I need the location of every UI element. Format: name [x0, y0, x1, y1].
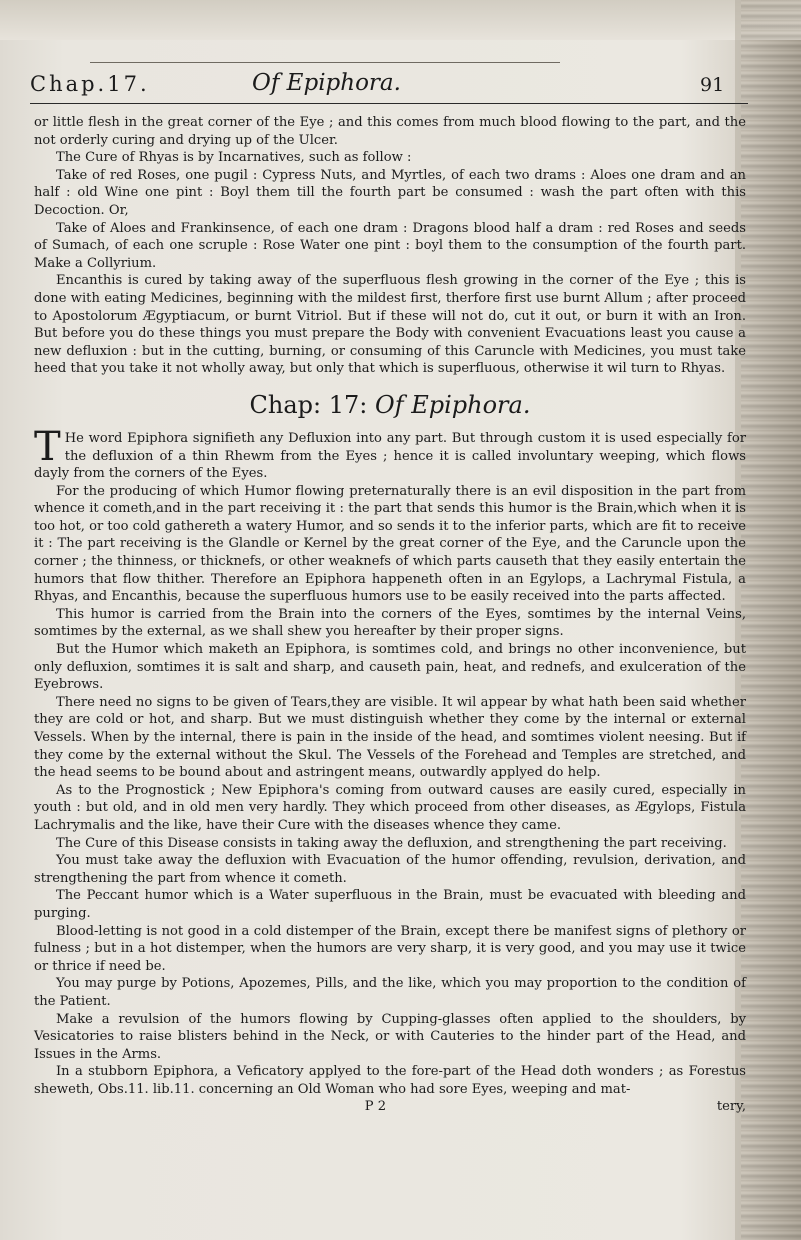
- paragraph: There need no signs to be given of Tears,they are visible. It wil appear by what hath been said whether they are cold or hot, and sharp. But we must distinguish whether they come by the internal or external Vessels. When by the internal, there is pain in the inside of the head, and somtimes violent neesing. But if they come by the external without the Skul. The Vessels of the Forehead and Temples are stretched, and the head seems to be bound about and astringent means, outwardly applyed do help.: [34, 694, 746, 781]
- header-title: Of Epiphora.: [252, 70, 401, 96]
- paragraph: The Peccant humor which is a Water superfluous in the Brain, must be evacuated with bleeding and purging.: [34, 888, 746, 921]
- paragraph: In a stubborn Epiphora, a Veficatory applyed to the fore-part of the Head doth wonders ; as Forestus sheweth, Obs.11. lib.11. concerning an Old Woman who had sore Eyes, weeping and mat-: [34, 1064, 746, 1097]
- paragraph: You must take away the defluxion with Evacuation of the humor offending, revulsion, derivation, and strengthening the part from whence it cometh.: [34, 853, 746, 886]
- paragraph: You may purge by Potions, Apozemes, Pills, and the like, which you may proportion to the condition of the Patient.: [34, 976, 746, 1009]
- top-rule: [90, 62, 560, 63]
- paragraph-text: He word Epiphora signifieth any Defluxion into any part. But through custom it is used especially for the defluxion of a thin Rhewm from the Eyes ; hence it is called involuntary weeping, which flows dayly from the corners of the Eyes.: [34, 430, 746, 482]
- paragraph: Encanthis is cured by taking away of the superfluous flesh growing in the corner of the Eye ; this is done with eating Medicines, beginning with the mildest first, therfore first use burnt Allum ; after proceed to Apostolorum Ægyptiacum, or burnt Vitriol. But if these will not do, cut it out, or burn it with an Iron. But before you do these things you must prepare the Body with convenient Evacuations least you cause a new defluxion : but in the cutting, burning, or consuming of this Caruncle with Medicines, you must take heed that you take it not wholly away, but only that which is superfluous, otherwise it wil turn to Rhyas.: [34, 273, 746, 377]
- chapter-heading: [34, 388, 746, 422]
- page-number: 91: [700, 74, 725, 96]
- paragraph: For the producing of which Humor flowing preternaturally there is an evil disposition in the part from whence it cometh,and in the part receiving it : the part that sends this humor is the Brain,which when it is too hot, or too cold gathereth a watery Humor, and so sends it to the inferior parts, which are fit to receive it : The part receiving is the Glandle or Kernel by the great corner of the Eye, and the Caruncle upon the corner ; the thinness, or thicknefs, or other weaknefs of which parts causeth that they easily entertain the humors that flow thither. Therefore an Epiphora happeneth often in an Egylops, a Lachrymal Fistula, a Rhyas, and Encanthis, because the superfluous humors use to be easily received into the parts affected.: [34, 483, 746, 605]
- paragraph: This humor is carried from the Brain into the corners of the Eyes, somtimes by the internal Veins, somtimes by the external, as we shall shew you hereafter by their proper signs.: [34, 606, 746, 640]
- paragraph: or little flesh in the great corner of the Eye ; and this comes from much blood flowing to the part, and the not orderly curing and drying up of the Ulcer.: [34, 115, 746, 148]
- paragraph: As to the Prognostick ; New Epiphora's coming from outward causes are easily cured, especially in youth : but old, and in old men very hardly. They which proceed from other diseases, as Ægylops, Fistula Lachrymalis and the like, have their Cure with the diseases whence they came.: [34, 782, 746, 833]
- paragraph: Blood-letting is not good in a cold distemper of the Brain, except there be manifest signs of plethory or fulness ; but in a hot distemper, when the humors are very sharp, it is very good, and you may use it twice or thrice if need be.: [34, 923, 746, 974]
- header-chapter: Chap.17.: [30, 72, 150, 96]
- paragraph: But the Humor which maketh an Epiphora, is somtimes cold, and brings no other inconvenience, but only defluxion, somtimes it is salt and sharp, and causeth pain, heat, and rednefs, and exulceration of the Eyebrows.: [34, 642, 746, 693]
- book-spine-edge: [741, 0, 801, 1240]
- signature-mark: P 2: [364, 1099, 387, 1115]
- recipe-paragraph: Take of red Roses, one pugil : Cypress Nuts, and Myrtles, of each two drams : Aloes one dram and an half : old Wine one pint : Boyl them till the fourth part be consumed : wash the part often with this Decoction. Or,: [34, 167, 746, 218]
- page-content: [30, 0, 748, 1240]
- paragraph: Make a revulsion of the humors flowing by Cupping-glasses often applied to the shoulders, by Vesicatories to raise blisters behind in the Neck, or with Cauteries to the hinder part of the Head, and Issues in the Arms.: [34, 1011, 746, 1062]
- header-rule: [30, 103, 748, 104]
- recipe-paragraph: Take of Aloes and Frankinsence, of each one dram : Dragons blood half a dram : red Roses and seeds of Sumach, of each one scruple : Rose Water one pint : boyl them to the consumption of the fourth part. Make a Collyrium.: [34, 220, 746, 271]
- paragraph: The Cure of this Disease consists in taking away the defluxion, and strengthening the part receiving.: [56, 835, 727, 851]
- page-footer: [34, 1098, 746, 1116]
- chapter-heading-prefix: Chap: 17:: [249, 390, 368, 419]
- drop-cap: T: [34, 423, 61, 470]
- running-header: [30, 72, 748, 102]
- paragraph: The Cure of Rhyas is by Incarnatives, such as follow :: [56, 150, 412, 166]
- chapter-heading-title: Of Epiphora.: [375, 390, 531, 419]
- chapter-first-paragraph: [34, 423, 746, 483]
- catchword: tery,: [716, 1099, 746, 1115]
- body-text: [34, 114, 746, 1116]
